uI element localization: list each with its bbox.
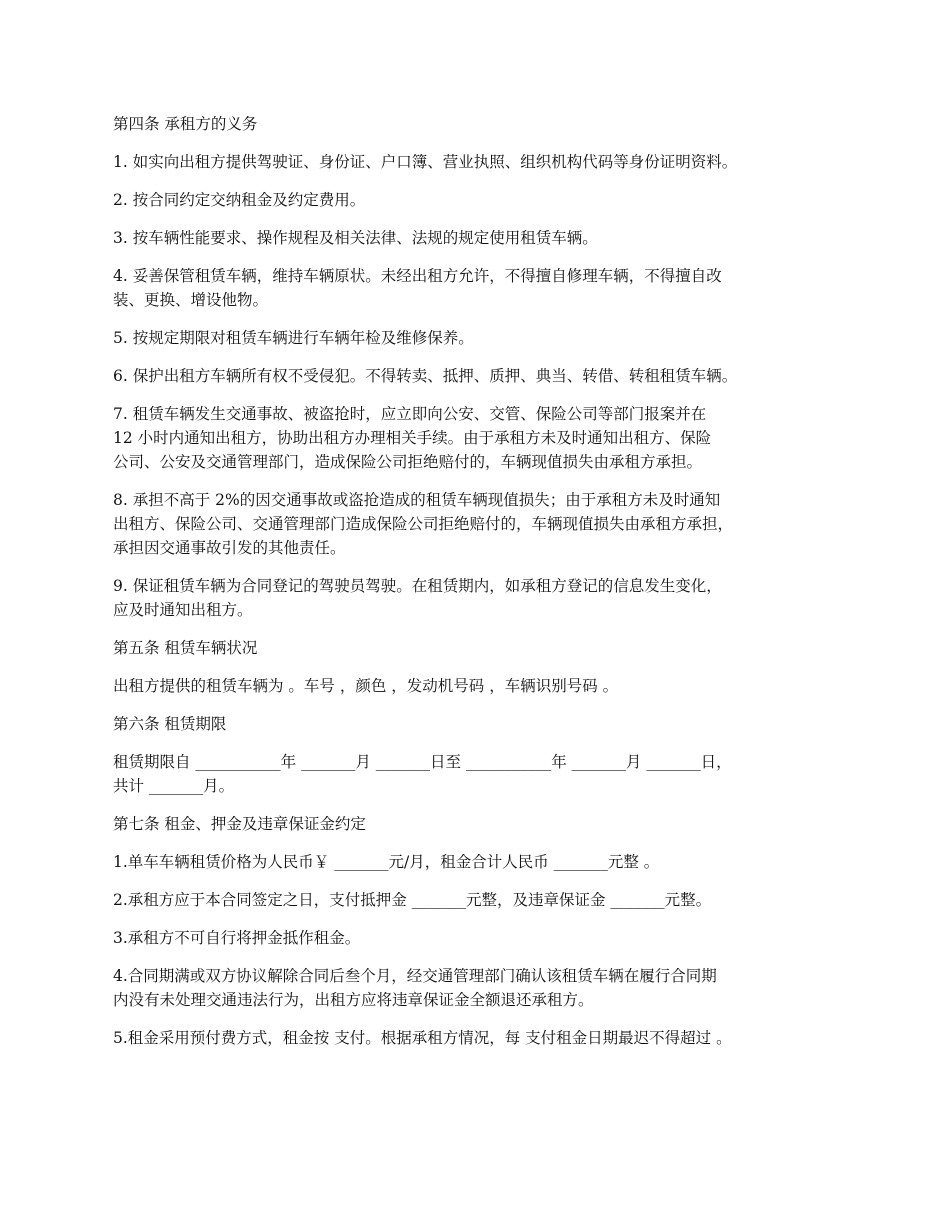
- paragraph: 2.承租方应于本合同签定之日，支付抵押金 _______元整，及违章保证金 _______元整。: [113, 891, 712, 909]
- paragraph: 3. 按车辆性能要求、操作规程及相关法律、法规的规定使用租赁车辆。: [113, 229, 598, 247]
- section-heading-5: 第五条 租赁车辆状况: [113, 639, 258, 657]
- section-heading-7: 第七条 租金、押金及违章保证金约定: [113, 815, 366, 833]
- paragraph: 出租方提供的租赁车辆为 。车号 ，颜色 ，发动机号码 ，车辆识别号码 。: [113, 677, 619, 695]
- section-heading-4: 第四条 承租方的义务: [113, 115, 258, 133]
- paragraph: 4.合同期满或双方协议解除合同后叁个月，经交通管理部门确认该租赁车辆在履行合同期 内没有未处理交通违法行为，出租方应将违章保证金全额退还承租方。: [113, 967, 717, 1009]
- document-page: [113, 112, 853, 1064]
- paragraph: 2. 按合同约定交纳租金及约定费用。: [113, 191, 366, 209]
- paragraph: 6. 保护出租方车辆所有权不受侵犯。不得转卖、抵押、质押、典当、转借、转租租赁车辆。: [113, 367, 738, 385]
- paragraph: 1. 如实向出租方提供驾驶证、身份证、户口簿、营业执照、组织机构代码等身份证明资料。: [113, 153, 738, 171]
- paragraph: 4. 妥善保管租赁车辆，维持车辆原状。未经出租方允许，不得擅自修理车辆，不得擅自改 装、更换、增设他物。: [113, 267, 722, 309]
- paragraph: 7. 租赁车辆发生交通事故、被盗抢时，应立即向公安、交管、保险公司等部门报案并在 12 小时内通知出租方，协助出租方办理相关手续。由于承租方未及时通知出租方、保险 公司、公安及交通管理部门，造成保险公司拒绝赔付的，车辆现值损失由承租方承担。: [113, 405, 712, 471]
- paragraph: 8. 承担不高于 2%的因交通事故或盗抢造成的租赁车辆现值损失；由于承租方未及时通知 出租方、保险公司、交通管理部门造成保险公司拒绝赔付的，车辆现值损失由承租方承担， 承担因交通事故引发的其他责任。: [113, 491, 734, 557]
- paragraph: 5. 按规定期限对租赁车辆进行车辆年检及维修保养。: [113, 329, 474, 347]
- paragraph: 1.单车车辆租赁价格为人民币￥ _______元/月，租金合计人民币 _______元整 。: [113, 853, 660, 871]
- paragraph: 9. 保证租赁车辆为合同登记的驾驶员驾驶。在租赁期内，如承租方登记的信息发生变化， 应及时通知出租方。: [113, 577, 722, 619]
- section-heading-6: 第六条 租赁期限: [113, 715, 227, 733]
- paragraph: 租赁期限自 ___________年 _______月 _______日至 ___________年 _______月 _______日， 共计 _______月。: [113, 753, 732, 795]
- paragraph: 5.租金采用预付费方式，租金按 支付。根据承租方情况，每 支付租金日期最迟不得超过 。: [113, 1029, 732, 1047]
- paragraph: 3.承租方不可自行将押金抵作租金。: [113, 929, 361, 947]
